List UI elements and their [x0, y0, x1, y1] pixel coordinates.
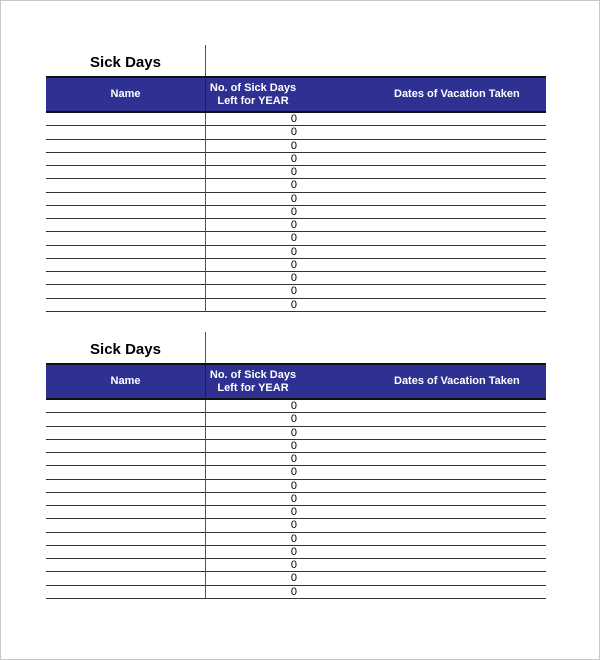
sick-days-left-cell[interactable]: 0 [290, 166, 297, 178]
sick-days-left-cell[interactable]: 0 [290, 272, 297, 284]
table-row [46, 219, 546, 232]
header-sick-days-left[interactable]: No. of Sick Days Left for YEAR [205, 78, 300, 111]
sick-days-left-cell[interactable]: 0 [290, 559, 297, 571]
table-header [46, 363, 546, 400]
header-name[interactable]: Name [110, 375, 141, 387]
sick-days-left-cell[interactable]: 0 [290, 466, 297, 479]
table-row [46, 285, 546, 298]
table-row [46, 272, 546, 285]
sick-days-table-2 [46, 332, 546, 599]
table-row [46, 193, 546, 206]
table-row [46, 427, 546, 440]
sick-days-left-cell[interactable]: 0 [290, 400, 297, 412]
sick-days-left-cell[interactable]: 0 [290, 453, 297, 465]
table-title: Sick Days [90, 54, 161, 71]
table-row [46, 453, 546, 466]
header-dates-vacation[interactable]: Dates of Vacation Taken [394, 88, 520, 100]
sick-days-left-cell[interactable]: 0 [290, 585, 297, 598]
sick-days-left-cell[interactable]: 0 [290, 532, 297, 545]
table-row [46, 246, 546, 259]
header-name[interactable]: Name [110, 88, 141, 100]
sick-days-left-cell[interactable]: 0 [290, 439, 297, 452]
sick-days-left-cell[interactable]: 0 [290, 426, 297, 439]
table-row [46, 440, 546, 453]
table-row [46, 153, 546, 166]
header-sick-days-left[interactable]: No. of Sick Days Left for YEAR [205, 365, 300, 398]
table-row [46, 572, 546, 585]
sick-days-left-cell[interactable]: 0 [290, 519, 297, 532]
table-row [46, 559, 546, 572]
sick-days-left-cell[interactable]: 0 [290, 258, 297, 271]
table-row [46, 206, 546, 219]
table-row [46, 413, 546, 426]
sick-days-left-cell[interactable]: 0 [290, 232, 297, 245]
table-row [46, 480, 546, 493]
table-title: Sick Days [90, 341, 161, 358]
sick-days-left-cell[interactable]: 0 [290, 572, 297, 585]
sick-days-left-cell[interactable]: 0 [290, 152, 297, 165]
sick-days-left-cell[interactable]: 0 [290, 245, 297, 258]
table-header [46, 76, 546, 113]
table-title-row [46, 45, 546, 76]
sick-days-left-cell[interactable]: 0 [290, 192, 297, 205]
table-row [46, 126, 546, 139]
sick-days-left-cell[interactable]: 0 [290, 285, 297, 298]
column-divider [205, 332, 206, 363]
sick-days-left-cell[interactable]: 0 [290, 126, 297, 139]
table-row [46, 586, 546, 599]
table-row [46, 493, 546, 506]
table-row [46, 140, 546, 153]
table-row [46, 466, 546, 479]
table-row [46, 546, 546, 559]
sick-days-left-cell[interactable]: 0 [290, 298, 297, 311]
table-row [46, 179, 546, 192]
sick-days-left-cell[interactable]: 0 [290, 492, 297, 505]
sick-days-left-cell[interactable]: 0 [290, 545, 297, 558]
sick-days-left-cell[interactable]: 0 [290, 179, 297, 192]
sick-days-left-cell[interactable]: 0 [290, 113, 297, 125]
sick-days-left-cell[interactable]: 0 [290, 506, 297, 518]
table-row [46, 519, 546, 532]
table-row [46, 259, 546, 272]
table-row [46, 113, 546, 126]
table-row [46, 299, 546, 312]
sick-days-left-cell[interactable]: 0 [290, 413, 297, 426]
sick-days-left-cell[interactable]: 0 [290, 205, 297, 218]
table-row [46, 400, 546, 413]
sick-days-left-cell[interactable]: 0 [290, 139, 297, 152]
column-divider [205, 45, 206, 76]
table-row [46, 533, 546, 546]
sick-days-left-cell[interactable]: 0 [290, 219, 297, 231]
header-dates-vacation[interactable]: Dates of Vacation Taken [394, 375, 520, 387]
table-title-row [46, 332, 546, 363]
table-row [46, 506, 546, 519]
sick-days-table-1 [46, 45, 546, 312]
table-row [46, 232, 546, 245]
table-body [46, 113, 546, 312]
sick-days-left-cell[interactable]: 0 [290, 479, 297, 492]
table-row [46, 166, 546, 179]
table-body [46, 400, 546, 599]
